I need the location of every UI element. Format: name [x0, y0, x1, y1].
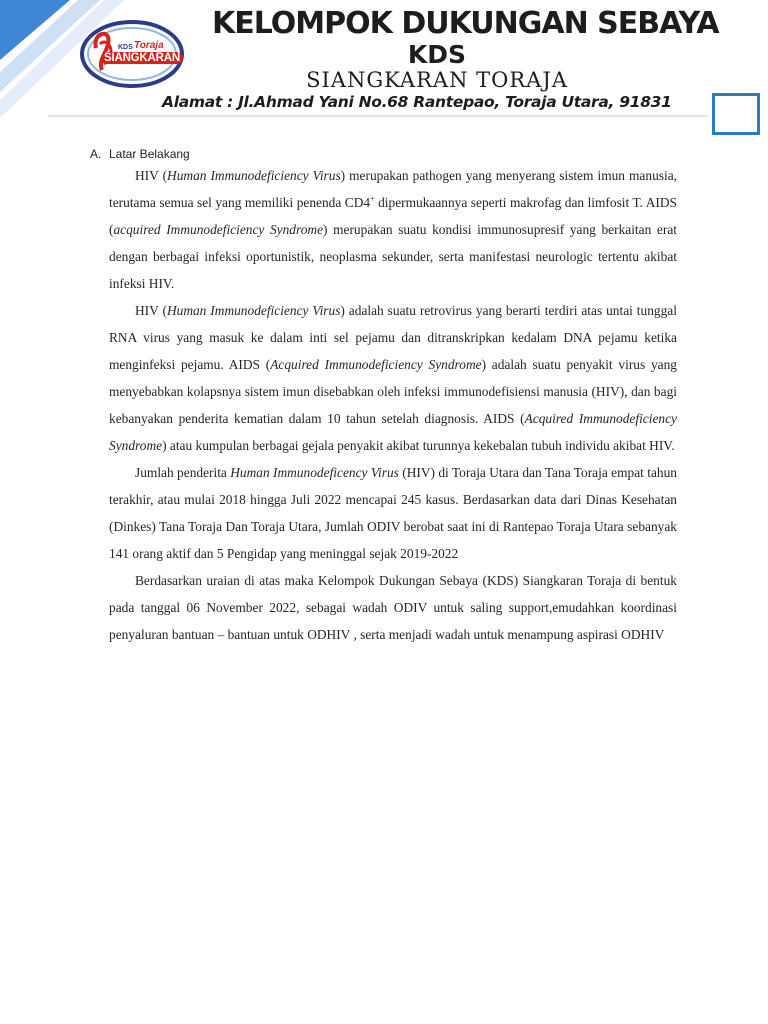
- letterhead-subtitle: SIANGKARAN TORAJA: [306, 68, 568, 92]
- italic-term: acquired Immunodeficiency Syndrome: [113, 222, 324, 237]
- text-run: ) merupakan suatu kondisi immunosupresif yang berkaitan erat dengan berbagai infeksi oportunistik, neoplasma sekunder, serta manifestasi neurologic tertentu akibat infeksi HIV.: [109, 222, 677, 291]
- text-run: dipermukaannya seperti makrofag dan limfosit T. AIDS (: [109, 195, 677, 237]
- italic-term: Acquired Immunodeficiency Syndrome: [109, 411, 677, 453]
- logo-siangkaran-text: SIANGKARAN: [101, 52, 183, 64]
- letterhead-kds: KDS: [407, 40, 467, 69]
- text-run: HIV (: [135, 168, 168, 183]
- italic-term: Human Immunodeficiency Virus: [167, 168, 341, 183]
- text-run: Jumlah penderita: [135, 465, 231, 480]
- italic-term: Acquired Immunodeficiency Syndrome: [270, 357, 482, 372]
- text-run: ) adalah suatu retrovirus yang berarti terdiri atas untai tunggal RNA virus yang masuk ke dalam inti sel pejamu dan ditranskripkan kedalam DNA pejamu ketika menginfeksi pejamu. AIDS (: [109, 303, 677, 372]
- text-run: Berdasarkan uraian di atas maka Kelompok Dukungan Sebaya (KDS) Siangkaran Toraja di bentuk pada tanggal 06 November 2022, sebagai wadah ODIV untuk saling support,emudahkan koordinasi penyaluran bantuan – bantuan untuk ODHIV , serta menjadi wadah untuk menampung aspirasi ODHIV: [109, 573, 677, 642]
- section-title: Latar Belakang: [109, 147, 190, 161]
- paragraph-1: [109, 162, 677, 297]
- letterhead-title: KELOMPOK DUKUNGAN SEBAYA: [212, 6, 719, 41]
- logo-kds-text: KDS: [118, 44, 133, 51]
- corner-box-decoration: [712, 93, 760, 135]
- logo-toraja-text: Toraja: [134, 40, 164, 51]
- text-run: ) adalah suatu penyakit virus yang menyebabkan kolapsnya sistem imun disebabkan oleh infeksi immunodefisiensi manusia (HIV), dan bagi kebanyakan penderita kematian dalam 10 tahun setelah diagnosis. AIDS (: [109, 357, 678, 426]
- italic-term: Human Immunodeficency Virus: [230, 465, 399, 480]
- paragraph-3: [109, 459, 677, 567]
- letterhead-address: Alamat : Jl.Ahmad Yani No.68 Rantepao, Toraja Utara, 91831: [162, 93, 672, 111]
- paragraph-2: [109, 297, 677, 459]
- text-run: ) merupakan pathogen yang menyerang sistem imun manusia, terutama semua sel yang memiliki penenda CD4: [109, 168, 677, 210]
- text-run: HIV (: [135, 303, 167, 318]
- body-text: [109, 162, 677, 648]
- letterhead-divider: [48, 115, 708, 117]
- text-run: ) atau kumpulan berbagai gejala penyakit akibat turunnya kekebalan tubuh individu akibat HIV.: [162, 438, 675, 453]
- italic-term: Human Immunodeficiency Virus: [166, 303, 341, 318]
- section-number: A.: [90, 147, 102, 161]
- text-run: (HIV) di Toraja Utara dan Tana Toraja empat tahun terakhir, atau mulai 2018 hingga Juli 2022 mencapai 245 kasus. Berdasarkan data dari Dinas Kesehatan (Dinkes) Tana Toraja Dan Toraja Utara, Jumlah ODIV berobat saat ini di Rantepao Toraja Utara sebanyak 141 orang aktif dan 5 Pengidap yang meninggal sejak 2019-2022: [109, 465, 677, 561]
- paragraph-4: [109, 567, 677, 648]
- superscript: +: [370, 194, 375, 204]
- section-heading: [90, 147, 190, 161]
